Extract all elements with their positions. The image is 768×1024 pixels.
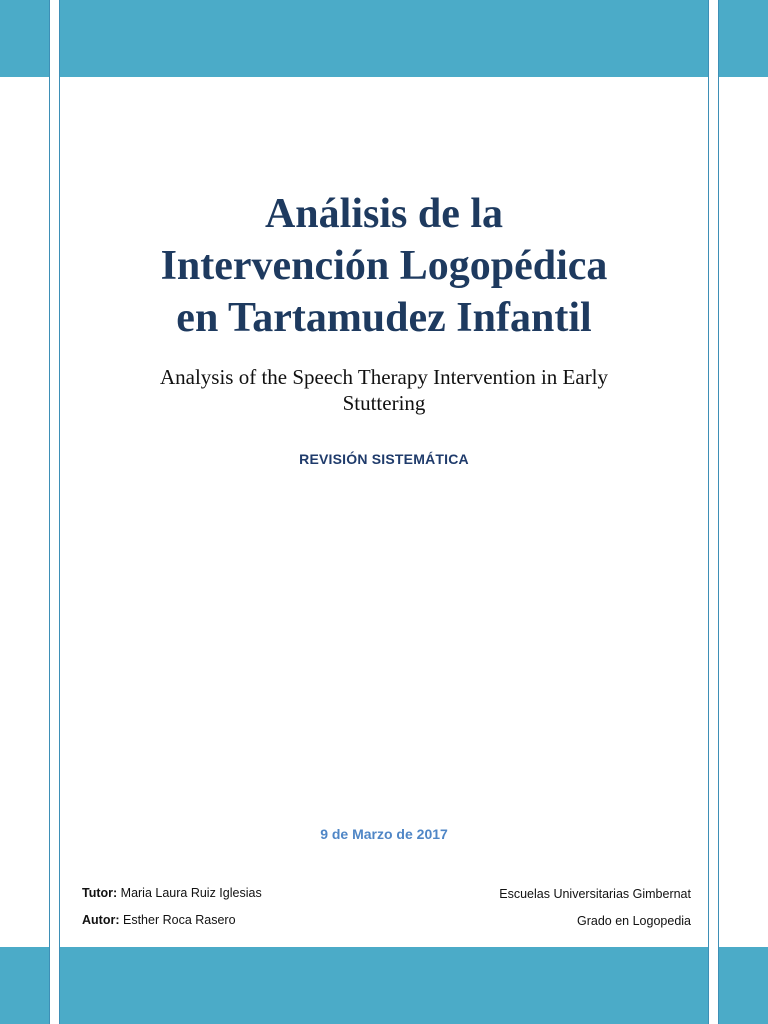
title-line-3: en Tartamudez Infantil	[176, 295, 592, 341]
subtitle-line-1: Analysis of the Speech Therapy Intervention in Early	[159, 365, 609, 389]
top-band-left	[0, 0, 49, 77]
border-line-right-inner	[708, 0, 709, 1024]
bottom-band-left	[0, 947, 49, 1024]
top-band-center	[60, 0, 708, 77]
tutor-name: Maria Laura Ruiz Iglesias	[120, 886, 262, 900]
tutor-label: Tutor:	[82, 886, 118, 900]
border-line-left-outer	[49, 0, 50, 1024]
bottom-band-right	[719, 947, 768, 1024]
author-name: Esther Roca Rasero	[122, 913, 236, 927]
border-line-left-inner	[59, 0, 60, 1024]
top-band-right	[719, 0, 768, 77]
institution-name: Escuelas Universitarias Gimbernat	[499, 887, 691, 901]
degree-name: Grado en Logopedia	[577, 914, 691, 928]
english-subtitle	[60, 364, 708, 416]
subtitle-line-2: Stuttering	[342, 391, 426, 415]
author-line	[82, 913, 236, 927]
document-type: REVISIÓN SISTEMÁTICA	[299, 451, 469, 467]
tutor-line	[82, 886, 262, 900]
document-date: 9 de Marzo de 2017	[320, 826, 448, 842]
title-line-2: Intervención Logopédica	[160, 243, 608, 289]
document-title	[60, 188, 708, 344]
bottom-band-center	[60, 947, 708, 1024]
border-line-right-outer	[718, 0, 719, 1024]
author-label: Autor:	[82, 913, 120, 927]
title-line-1: Análisis de la	[264, 191, 504, 237]
